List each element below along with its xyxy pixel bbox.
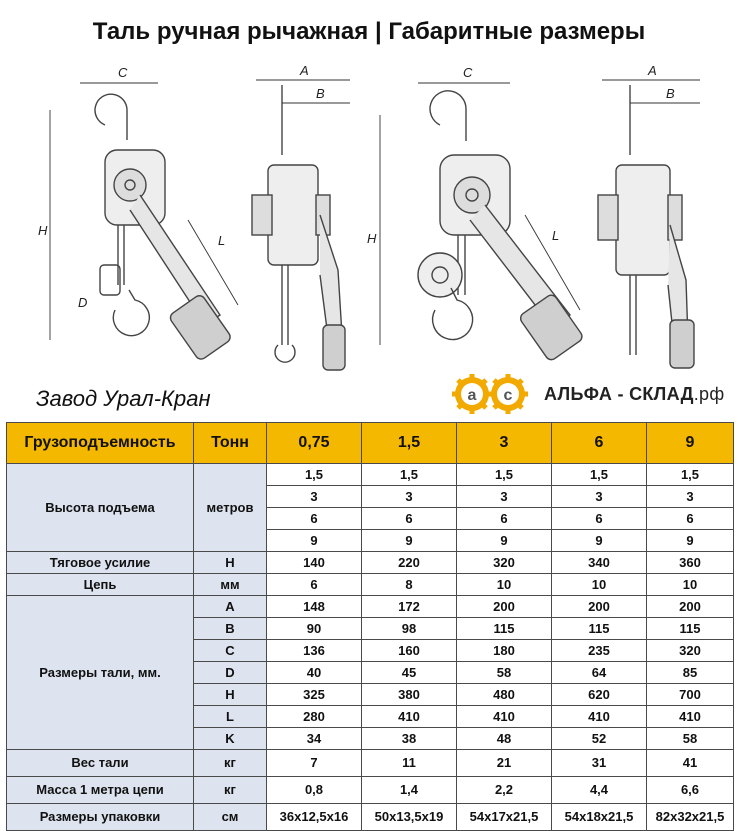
table-cell: 1,5 [267, 464, 362, 486]
manufacturer-name: Завод Урал-Кран [36, 386, 211, 411]
row-label-sizes: Размеры тали, мм. [7, 596, 194, 750]
table-cell: 1,5 [647, 464, 734, 486]
table-cell: 172 [362, 596, 457, 618]
table-cell: 36х12,5х16 [267, 804, 362, 831]
table-cell: 98 [362, 618, 457, 640]
table-cell: 340 [552, 552, 647, 574]
table-cell: 136 [267, 640, 362, 662]
hoist-side-view-small [252, 85, 345, 370]
size-key: B [194, 618, 267, 640]
table-cell: 160 [362, 640, 457, 662]
table-cell: 700 [647, 684, 734, 706]
table-cell: 3 [267, 486, 362, 508]
hoist-front-view-small [95, 94, 232, 361]
table-cell: 54х18х21,5 [552, 804, 647, 831]
size-key: D [194, 662, 267, 684]
table-cell: 620 [552, 684, 647, 706]
dim-label-h-right: H [367, 231, 377, 246]
header-value: 6 [552, 423, 647, 464]
table-cell: 34 [267, 728, 362, 750]
table-cell: 200 [647, 596, 734, 618]
dim-label-b-left: B [316, 86, 325, 101]
dim-label-b-right: B [666, 86, 675, 101]
table-cell: 9 [647, 530, 734, 552]
table-cell: 90 [267, 618, 362, 640]
header-unit: Тонн [194, 423, 267, 464]
table-cell: 9 [362, 530, 457, 552]
header-value: 0,75 [267, 423, 362, 464]
table-row [7, 804, 734, 831]
table-cell: 320 [647, 640, 734, 662]
svg-text:a: a [467, 387, 477, 404]
table-cell: 50х13,5х19 [362, 804, 457, 831]
dim-label-l-right: L [552, 228, 560, 243]
table-cell: 140 [267, 552, 362, 574]
table-cell: 7 [267, 750, 362, 777]
dim-label-l-left: L [218, 233, 226, 248]
table-cell: 3 [552, 486, 647, 508]
table-row [7, 596, 734, 618]
dim-label-a-right: A [648, 63, 657, 78]
hoist-dimension-drawing [20, 55, 720, 375]
row-label-height: Высота подъема [7, 464, 194, 552]
table-cell: 0,8 [267, 777, 362, 804]
unit-chain: мм [194, 574, 267, 596]
size-key: L [194, 706, 267, 728]
table-row [7, 750, 734, 777]
specification-table [6, 422, 734, 831]
table-cell: 1,5 [552, 464, 647, 486]
table-cell: 58 [647, 728, 734, 750]
table-cell: 58 [457, 662, 552, 684]
table-cell: 115 [552, 618, 647, 640]
table-row [7, 574, 734, 596]
table-cell: 235 [552, 640, 647, 662]
unit-package: см [194, 804, 267, 831]
row-label-chain-mass: Масса 1 метра цепи [7, 777, 194, 804]
table-cell: 380 [362, 684, 457, 706]
table-cell: 6,6 [647, 777, 734, 804]
table-cell: 200 [552, 596, 647, 618]
unit-height: метров [194, 464, 267, 552]
table-cell: 115 [457, 618, 552, 640]
row-label-weight: Вес тали [7, 750, 194, 777]
table-cell: 280 [267, 706, 362, 728]
table-cell: 82х32х21,5 [647, 804, 734, 831]
table-cell: 9 [457, 530, 552, 552]
table-row [7, 552, 734, 574]
header-row [7, 423, 734, 464]
table-cell: 10 [552, 574, 647, 596]
table-cell: 360 [647, 552, 734, 574]
table-cell: 45 [362, 662, 457, 684]
alfa-sklad-logo-icon [452, 374, 532, 414]
table-cell: 6 [362, 508, 457, 530]
row-label-package: Размеры упаковки [7, 804, 194, 831]
hoist-front-view-large [418, 91, 584, 362]
table-cell: 320 [457, 552, 552, 574]
brand-name [544, 384, 724, 405]
dim-label-d-left: D [78, 295, 88, 310]
table-cell: 52 [552, 728, 647, 750]
table-cell: 410 [647, 706, 734, 728]
table-cell: 180 [457, 640, 552, 662]
table-cell: 3 [647, 486, 734, 508]
table-cell: 21 [457, 750, 552, 777]
dim-label-h-left: H [38, 223, 48, 238]
table-cell: 410 [457, 706, 552, 728]
row-label-chain: Цепь [7, 574, 194, 596]
table-cell: 148 [267, 596, 362, 618]
table-cell: 41 [647, 750, 734, 777]
table-cell: 2,2 [457, 777, 552, 804]
dim-label-a-left: A [300, 63, 309, 78]
page-title: Таль ручная рычажная | Габаритные размеры [92, 18, 646, 45]
row-label-traction: Тяговое усилие [7, 552, 194, 574]
table-cell: 410 [552, 706, 647, 728]
table-cell: 31 [552, 750, 647, 777]
table-cell: 8 [362, 574, 457, 596]
table-cell: 9 [267, 530, 362, 552]
table-cell: 325 [267, 684, 362, 706]
brand-name-suffix: .рф [693, 384, 725, 404]
table-row [7, 777, 734, 804]
table-cell: 6 [457, 508, 552, 530]
table-cell: 40 [267, 662, 362, 684]
table-cell: 9 [552, 530, 647, 552]
table-cell: 115 [647, 618, 734, 640]
table-cell: 11 [362, 750, 457, 777]
table-cell: 6 [647, 508, 734, 530]
size-key: H [194, 684, 267, 706]
table-cell: 1,5 [457, 464, 552, 486]
table-cell: 3 [362, 486, 457, 508]
table-cell: 200 [457, 596, 552, 618]
table-row [7, 464, 734, 486]
size-key: K [194, 728, 267, 750]
table-cell: 38 [362, 728, 457, 750]
table-cell: 10 [647, 574, 734, 596]
table-cell: 6 [267, 574, 362, 596]
table-cell: 410 [362, 706, 457, 728]
brand-name-main: АЛЬФА - СКЛАД [544, 384, 694, 404]
size-key: A [194, 596, 267, 618]
unit-chain-mass: кг [194, 777, 267, 804]
table-cell: 48 [457, 728, 552, 750]
table-cell: 85 [647, 662, 734, 684]
dim-label-c-left: C [118, 65, 128, 80]
table-cell: 480 [457, 684, 552, 706]
table-cell: 54х17х21,5 [457, 804, 552, 831]
unit-traction: Н [194, 552, 267, 574]
hoist-side-view-large [598, 85, 694, 368]
dim-label-c-right: C [463, 65, 473, 80]
table-cell: 1,4 [362, 777, 457, 804]
unit-weight: кг [194, 750, 267, 777]
table-cell: 6 [267, 508, 362, 530]
size-key: C [194, 640, 267, 662]
header-value: 9 [647, 423, 734, 464]
table-cell: 4,4 [552, 777, 647, 804]
table-cell: 10 [457, 574, 552, 596]
header-param: Грузоподъемность [7, 423, 194, 464]
table-cell: 6 [552, 508, 647, 530]
table-cell: 3 [457, 486, 552, 508]
table-cell: 1,5 [362, 464, 457, 486]
header-value: 3 [457, 423, 552, 464]
table-cell: 64 [552, 662, 647, 684]
svg-text:c: c [503, 387, 513, 404]
table-cell: 220 [362, 552, 457, 574]
header-value: 1,5 [362, 423, 457, 464]
